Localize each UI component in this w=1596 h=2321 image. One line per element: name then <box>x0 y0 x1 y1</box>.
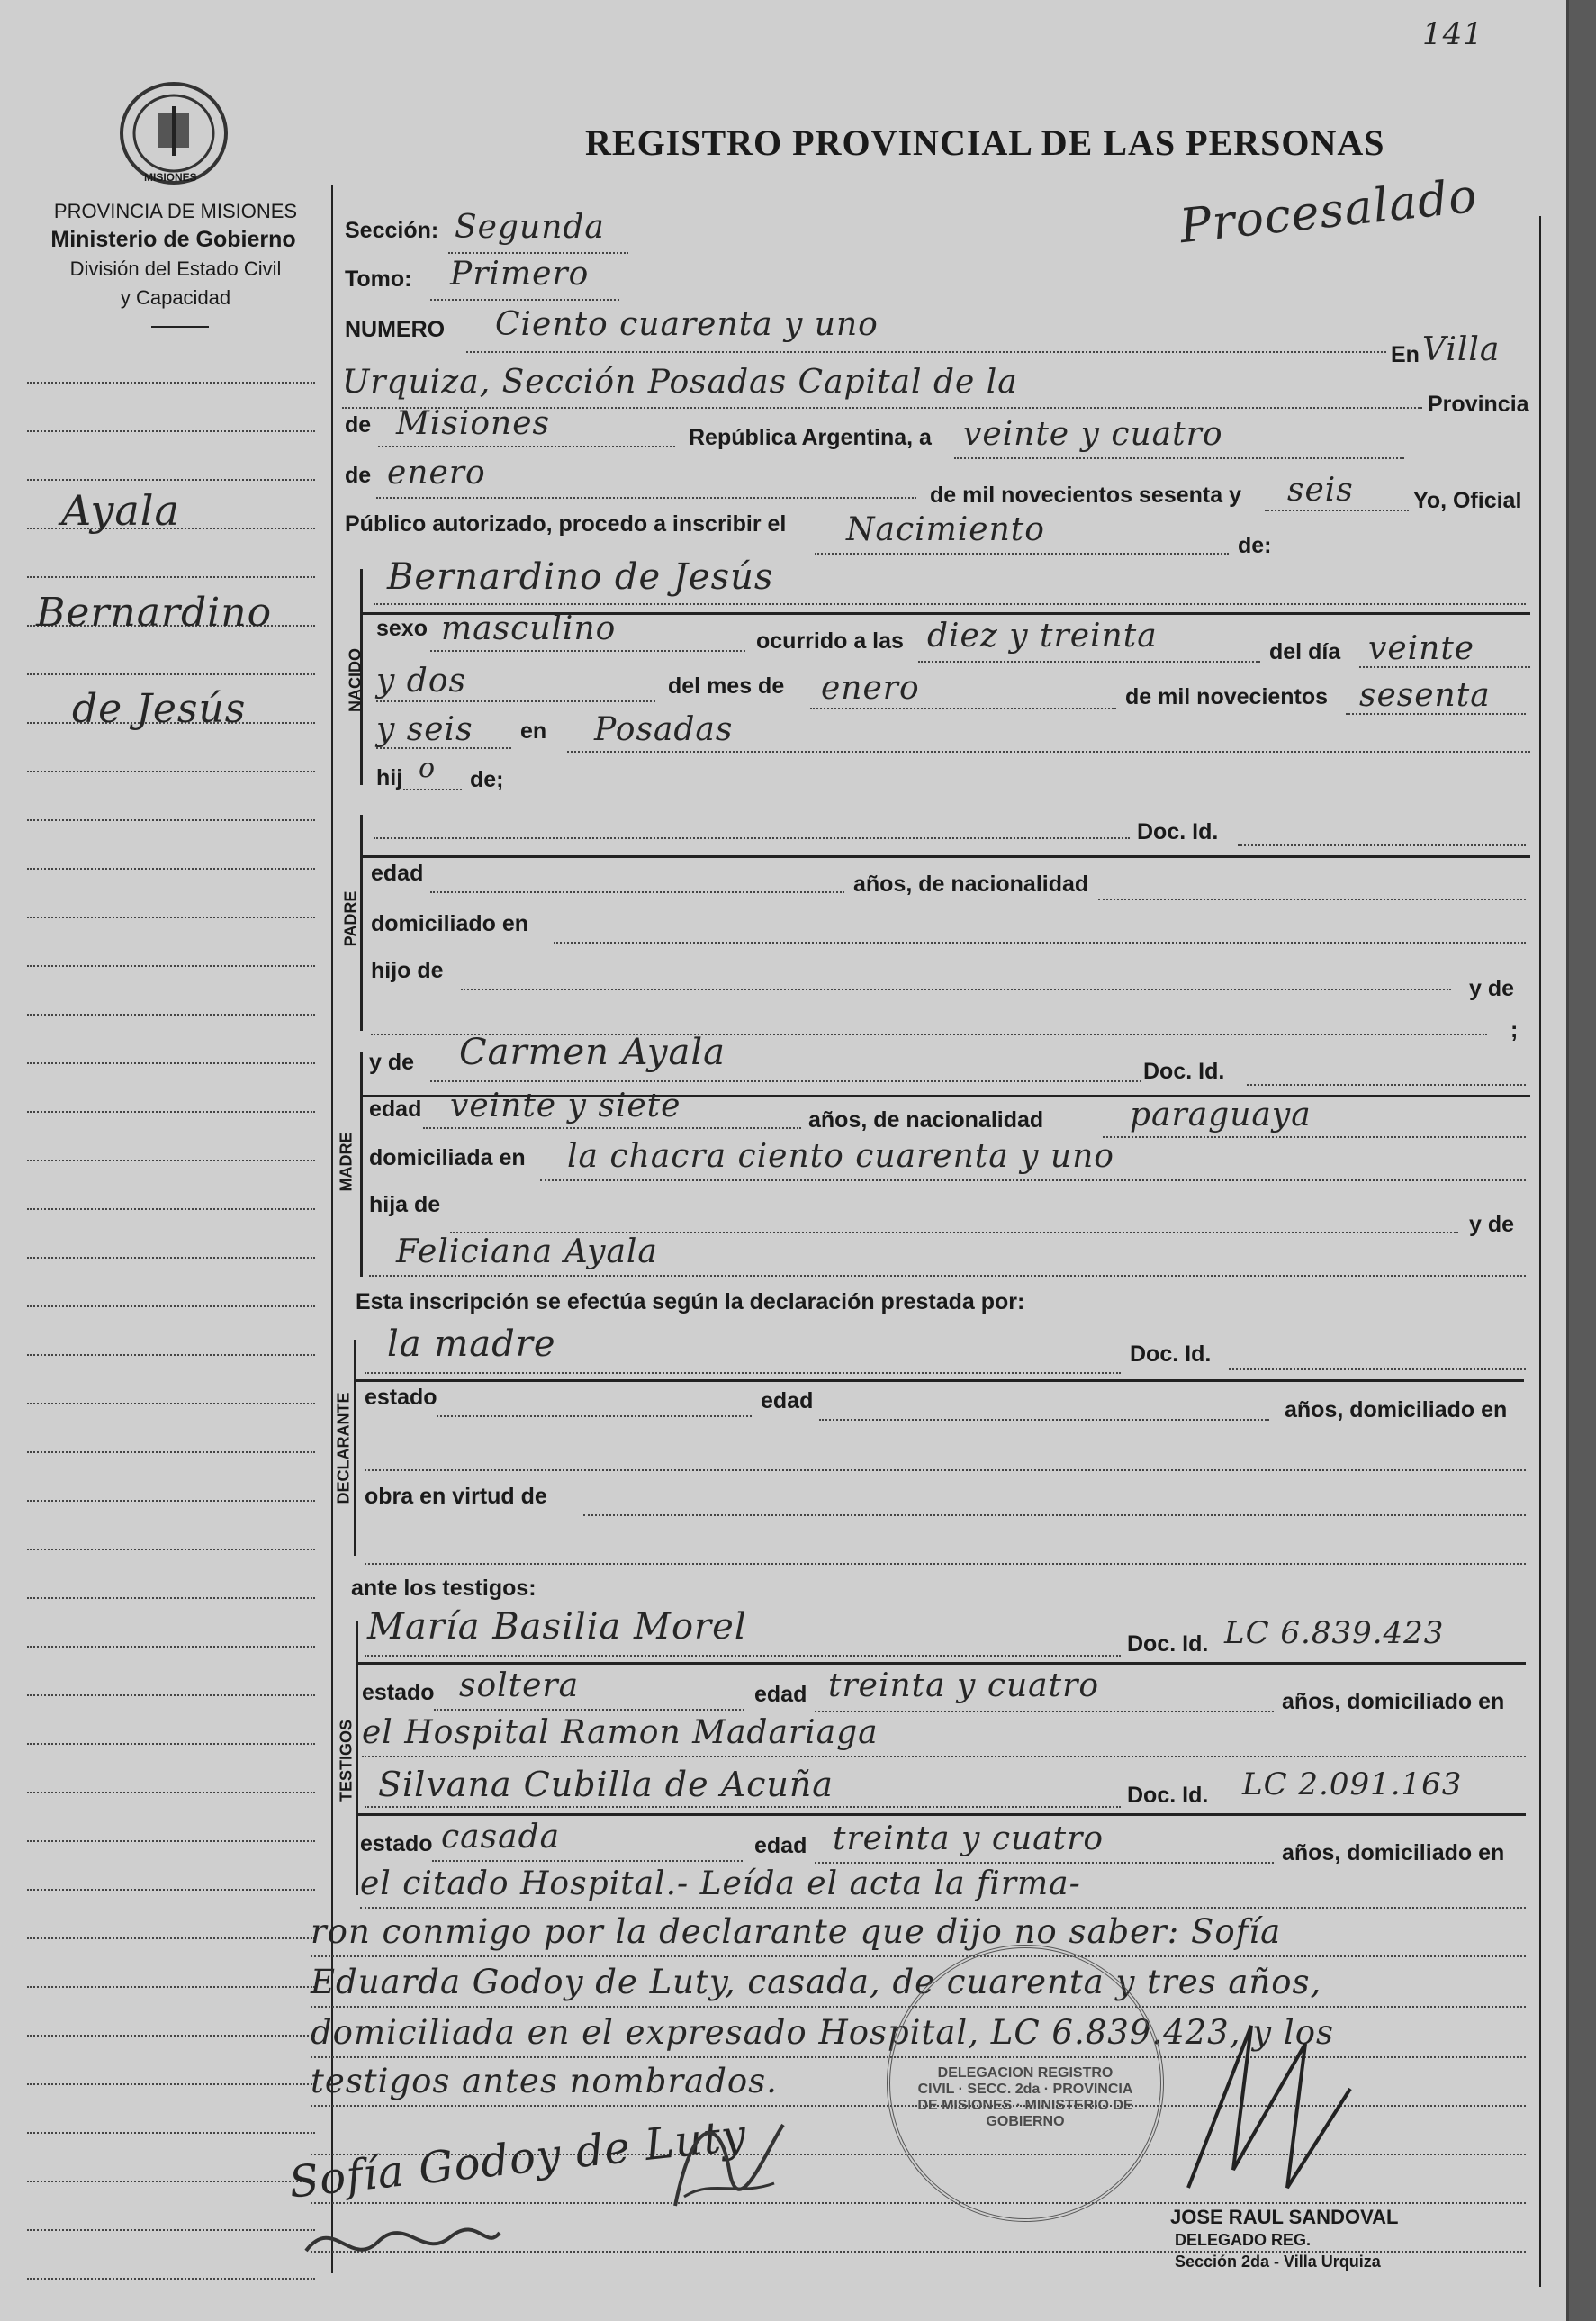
field-testigo1-doc: LC 6.839.423 <box>1224 1615 1445 1651</box>
official-signature-icon <box>1170 2008 1368 2215</box>
section-label-madre: MADRE <box>337 1132 356 1192</box>
margin-ruled-line <box>27 965 315 967</box>
label-semicolon: ; <box>1510 1017 1519 1043</box>
label-testigo2-anos: años, domiciliado en <box>1282 1840 1505 1865</box>
margin-ruled-line <box>27 2181 315 2182</box>
page-number: 141 <box>1422 16 1483 52</box>
field-testigo2-edad: treinta y cuatro <box>833 1820 1104 1857</box>
margin-ruled-line <box>27 1646 315 1648</box>
label-madre-y-de-2: y de <box>1469 1212 1515 1237</box>
label-de-mes: de <box>345 463 372 488</box>
label-ante: ante los testigos: <box>351 1576 537 1601</box>
field-testigo2-estado: casada <box>441 1819 561 1856</box>
field-testigo1-edad: treinta y cuatro <box>828 1667 1099 1704</box>
margin-given-name-2: de Jesús <box>72 686 247 732</box>
section-label-testigos: TESTIGOS <box>337 1720 356 1802</box>
margin-given-name-1: Bernardino <box>36 590 273 636</box>
field-testigo2-dom: el citado Hospital.- Leída el acta la firma- <box>360 1865 1081 1902</box>
field-testigo1-dom: el Hospital Ramon Madariaga <box>362 1714 879 1751</box>
field-mes-nac: enero <box>821 670 920 707</box>
official-round-stamp <box>887 1945 1164 2222</box>
label-testigo1-edad: edad <box>754 1682 807 1707</box>
margin-ruled-line <box>27 1111 315 1113</box>
label-seccion: Sección: <box>345 218 439 243</box>
field-hora: diez y treinta <box>927 618 1158 655</box>
continuation-line-1: ron conmigo por la declarante que dijo no saber: Sofía <box>311 1912 1282 1951</box>
label-padre-dom: domiciliado en <box>371 911 529 936</box>
margin-ruled-line <box>27 1160 315 1161</box>
field-place: Urquiza, Sección Posadas Capital de la <box>342 364 1018 401</box>
label-publico: Público autorizado, procedo a inscribir el <box>345 511 787 537</box>
field-hijo-sufijo: o <box>419 753 437 784</box>
header-province: PROVINCIA DE MISIONES <box>53 200 298 222</box>
margin-ruled-line <box>27 1986 315 1988</box>
field-lugar-nac: Posadas <box>594 711 734 748</box>
margin-surname: Ayala <box>61 486 180 535</box>
label-republica: República Argentina, a <box>689 425 932 450</box>
document-title: REGISTRO PROVINCIAL DE LAS PERSONAS <box>585 122 1385 163</box>
label-en: En <box>1391 342 1420 367</box>
continuation-line-3: domiciliada en el expresado Hospital, LC 6.839.423, y los <box>311 2013 1335 2052</box>
header-division: División del Estado Civil <box>69 257 282 280</box>
margin-ruled-line <box>27 382 315 384</box>
header-capacity: y Capacidad <box>120 286 231 309</box>
section-label-padre: PADRE <box>341 890 360 947</box>
official-section: Sección 2da - Villa Urquiza <box>1175 2253 1381 2271</box>
label-madre-edad: edad <box>369 1097 422 1122</box>
label-ocurrido: ocurrido a las <box>756 628 904 654</box>
label-del-dia: del día <box>1269 639 1341 664</box>
margin-ruled-line <box>27 2229 315 2231</box>
field-nombre: Bernardino de Jesús <box>387 556 774 598</box>
margin-ruled-line <box>27 1451 315 1453</box>
margin-ruled-line <box>27 1694 315 1696</box>
margin-ruled-line <box>27 1840 315 1842</box>
label-declarante-anos: años, domiciliado en <box>1285 1397 1508 1422</box>
label-declarante-doc: Doc. Id. <box>1130 1341 1212 1367</box>
field-en: Villa <box>1422 331 1501 368</box>
processed-stamp: Procesalado <box>1177 168 1481 255</box>
field-madre-edad: veinte y siete <box>450 1088 681 1124</box>
margin-ruled-line <box>27 1354 315 1356</box>
field-testigo1: María Basilia Morel <box>367 1606 747 1648</box>
margin-ruled-line <box>27 771 315 772</box>
field-acto: Nacimiento <box>846 511 1045 548</box>
label-testigo1-anos: años, domiciliado en <box>1282 1689 1505 1714</box>
label-testigo2-doc: Doc. Id. <box>1127 1783 1209 1808</box>
label-padre-edad: edad <box>371 861 424 886</box>
margin-ruled-line <box>27 430 315 432</box>
field-declarante: la madre <box>387 1323 556 1365</box>
margin-ruled-line <box>27 1208 315 1210</box>
margin-ruled-line <box>27 1937 315 1939</box>
margin-ruled-line <box>27 1062 315 1064</box>
label-mil-novecientos: de mil novecientos sesenta y <box>930 483 1241 508</box>
label-de: de <box>345 412 372 438</box>
label-madre-hija: hija de <box>369 1192 441 1217</box>
margin-ruled-line <box>27 819 315 821</box>
label-padre-doc: Doc. Id. <box>1137 819 1219 844</box>
margin-ruled-line <box>27 1014 315 1016</box>
margin-ruled-line <box>27 2278 315 2280</box>
field-anio: seis <box>1287 472 1354 509</box>
margin-ruled-line <box>27 868 315 870</box>
field-anio-nac-2: y seis <box>376 711 473 748</box>
label-madre-y-de: y de <box>369 1050 415 1075</box>
label-obra: obra en virtud de <box>365 1484 547 1509</box>
field-dia-nac-1: veinte <box>1368 630 1475 667</box>
official-name: JOSE RAUL SANDOVAL <box>1170 2206 1399 2228</box>
field-madre-nac: paraguaya <box>1130 1097 1312 1133</box>
field-madre-hija-de: Feliciana Ayala <box>396 1233 658 1270</box>
margin-ruled-line <box>27 1889 315 1891</box>
label-madre-dom: domiciliada en <box>369 1145 526 1170</box>
margin-ruled-line <box>27 1743 315 1745</box>
label-madre-doc: Doc. Id. <box>1143 1059 1225 1084</box>
label-padre-hijo: hijo de <box>371 958 444 983</box>
margin-ruled-line <box>27 2035 315 2037</box>
label-hij: hij <box>376 765 403 790</box>
signature-scribble-icon <box>666 2098 792 2224</box>
label-testigo1-estado: estado <box>362 1680 435 1705</box>
label-yo-oficial: Yo, Oficial <box>1413 488 1522 513</box>
stamp-text: DELEGACION REGISTRO CIVIL · SECC. 2da · PROVINCIA DE MISIONES · MINISTERIO DE GOBIERNO <box>917 2065 1133 2129</box>
label-declarante-estado: estado <box>365 1385 437 1410</box>
section-label-declarante: DECLARANTE <box>334 1392 353 1504</box>
label-provincia: Provincia <box>1428 392 1529 417</box>
margin-ruled-line <box>27 2132 315 2134</box>
label-del-mes: del mes de <box>668 673 785 699</box>
label-declarante-edad: edad <box>761 1388 814 1413</box>
margin-ruled-line <box>27 917 315 918</box>
label-padre-y-de: y de <box>1469 976 1515 1001</box>
label-de-colon: de: <box>1238 533 1272 558</box>
official-role: DELEGADO REG. <box>1175 2231 1312 2249</box>
label-tomo: Tomo: <box>345 266 412 292</box>
margin-ruled-line <box>27 1257 315 1259</box>
field-madre-dom: la chacra ciento cuarenta y uno <box>567 1138 1114 1175</box>
field-madre-nombre: Carmen Ayala <box>459 1032 726 1073</box>
field-testigo2: Silvana Cubilla de Acuña <box>378 1765 834 1804</box>
margin-ruled-line <box>27 1500 315 1502</box>
margin-ruled-line <box>27 1403 315 1404</box>
label-en-2: en <box>520 718 547 744</box>
label-testigo2-edad: edad <box>754 1833 807 1858</box>
margin-ruled-line <box>27 576 315 578</box>
margin-ruled-line <box>27 1549 315 1550</box>
signature-declarante: Sofía Godoy de Luty <box>286 2109 750 2208</box>
seal-label: MISIONES <box>144 171 197 184</box>
label-mil-nov-2: de mil novecientos <box>1125 684 1329 709</box>
field-dia: veinte y cuatro <box>963 416 1223 453</box>
continuation-line-2: Eduarda Godoy de Luty, casada, de cuarenta y tres años, <box>311 1963 1322 2001</box>
label-padre-nac: años, de nacionalidad <box>853 872 1089 897</box>
margin-ruled-line <box>27 1597 315 1599</box>
field-tomo: Primero <box>450 256 590 293</box>
field-mes: enero <box>387 455 486 492</box>
label-numero: NUMERO <box>345 317 446 342</box>
continuation-line-4: testigos antes nombrados. <box>311 2062 778 2100</box>
field-seccion: Segunda <box>455 209 605 246</box>
label-sexo: sexo <box>376 616 428 641</box>
signature-bottom-icon <box>297 2206 504 2278</box>
header-ministry: Ministerio de Gobierno <box>50 227 296 252</box>
field-testigo1-estado: soltera <box>459 1667 580 1704</box>
field-anio-nac-1: sesenta <box>1359 677 1491 714</box>
field-testigo2-doc: LC 2.091.163 <box>1242 1766 1463 1802</box>
label-testigo2-estado: estado <box>360 1831 433 1856</box>
label-de-semi: de; <box>470 767 504 792</box>
field-dia-nac-2: y dos <box>376 663 466 700</box>
margin-ruled-line <box>27 1792 315 1793</box>
label-madre-nac: años, de nacionalidad <box>808 1107 1044 1133</box>
field-provincia: Misiones <box>396 405 551 442</box>
margin-ruled-line <box>27 2083 315 2085</box>
label-inscripcion: Esta inscripción se efectúa según la declaración prestada por: <box>356 1289 1025 1314</box>
label-testigo1-doc: Doc. Id. <box>1127 1631 1209 1657</box>
field-numero: Ciento cuarenta y uno <box>495 306 879 343</box>
field-sexo: masculino <box>441 610 617 647</box>
margin-ruled-line <box>27 1305 315 1307</box>
section-label-nacido: NACIDO <box>346 648 365 712</box>
margin-ruled-line <box>27 479 315 481</box>
margin-ruled-line <box>27 673 315 675</box>
